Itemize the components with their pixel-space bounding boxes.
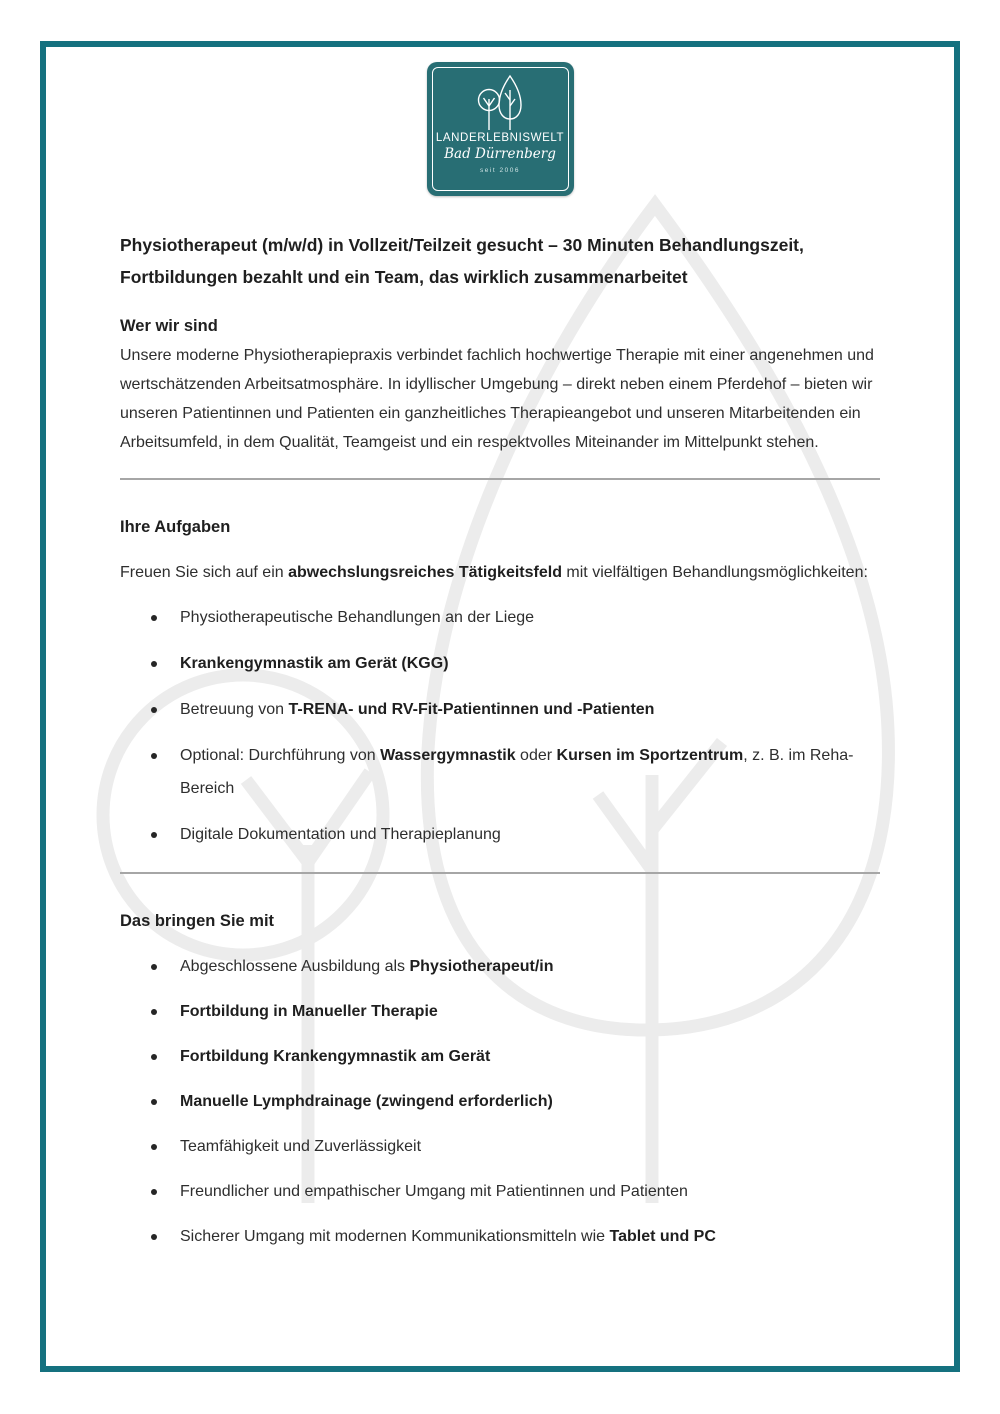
text-segment: , z. B. im Reha-Bereich	[180, 747, 854, 797]
logo-inner-border	[432, 67, 569, 191]
list-item	[120, 1085, 880, 1118]
list-item	[120, 601, 880, 634]
text-segment-bold: abwechslungsreiches Tätigkeitsfeld	[288, 564, 562, 581]
bullet-icon	[151, 1234, 157, 1240]
logo-brand-text: LANDERLEBNISWELT	[435, 132, 565, 144]
bullet-icon	[151, 964, 157, 970]
bullet-icon	[151, 1189, 157, 1195]
section-divider	[120, 478, 880, 480]
text-segment: Freuen Sie sich auf ein	[120, 564, 289, 581]
text-segment: Optional: Durchführung von	[180, 747, 381, 764]
text-segment: Physiotherapeutische Behandlungen an der Liege	[180, 609, 535, 626]
text-segment: mit vielfältigen Behandlungsmöglichkeiten:	[561, 564, 868, 581]
text-segment: Sicherer Umgang mit modernen Kommunikationsmitteln wie	[180, 1228, 610, 1245]
list-item	[120, 647, 880, 680]
list-item	[120, 1040, 880, 1073]
heading-ihre-aufgaben: Ihre Aufgaben	[120, 518, 231, 536]
list-item	[120, 1220, 880, 1253]
text-segment-bold: Manuelle Lymphdrainage (zwingend erforderlich)	[180, 1093, 553, 1110]
list-item	[120, 1175, 880, 1208]
list-item	[120, 950, 880, 983]
list-item	[120, 818, 880, 851]
list-item	[120, 995, 880, 1028]
text-segment-bold: Wassergymnastik	[380, 747, 516, 764]
tasks-intro-paragraph	[120, 558, 880, 587]
who-we-are-paragraph: Unsere moderne Physiotherapiepraxis verbindet fachlich hochwertige Therapie mit einer angenehmen und wertschätzenden Arbeitsatmosphäre. In idyllischer Umgebung – direkt neben einem Pferdehof – bieten wir unseren Patientinnen und Patienten ein ganzheitliches Therapieangebot und unseren Mitarbeitenden ein Arbeitsumfeld, in dem Qualität, Teamgeist und ein respektvolles Miteinander im Mittelpunkt stehen.	[120, 347, 874, 451]
text-segment-bold: Tablet und PC	[609, 1228, 716, 1245]
bullet-icon	[151, 1144, 157, 1150]
bullet-icon	[151, 753, 157, 759]
text-segment: Digitale Dokumentation und Therapieplanung	[180, 826, 501, 843]
bullet-icon	[151, 661, 157, 667]
bullet-icon	[151, 1009, 157, 1015]
document-content	[46, 62, 954, 1253]
text-segment-bold: Fortbildung Krankengymnastik am Gerät	[180, 1048, 491, 1065]
text-segment: Abgeschlossene Ausbildung als	[180, 958, 410, 975]
text-segment-bold: Kursen im Sportzentrum	[556, 747, 744, 764]
heading-das-bringen-sie-mit: Das bringen Sie mit	[120, 912, 275, 930]
bullet-icon	[151, 615, 157, 621]
job-title: Physiotherapeut (m/w/d) in Vollzeit/Teilzeit gesucht – 30 Minuten Behandlungszeit, Fortbildungen bezahlt und ein Team, das wirklich zusammenarbeitet	[120, 235, 804, 287]
logo-location-text: Bad Dürrenberg	[444, 146, 556, 162]
requirements-list	[120, 950, 880, 1253]
bullet-icon	[151, 832, 157, 838]
company-logo	[427, 62, 574, 196]
text-segment: Betreuung von	[180, 701, 289, 718]
bullet-icon	[151, 1099, 157, 1105]
section-divider	[120, 872, 880, 874]
text-segment: Teamfähigkeit und Zuverlässigkeit	[180, 1138, 422, 1155]
page-border-frame	[40, 41, 960, 1372]
text-segment-bold: Physiotherapeut/in	[409, 958, 554, 975]
logo-trees-icon	[465, 72, 535, 134]
text-segment-bold: Fortbildung in Manueller Therapie	[180, 1003, 438, 1020]
bullet-icon	[151, 1054, 157, 1060]
text-segment: oder	[515, 747, 557, 764]
list-item	[120, 739, 880, 805]
text-segment-bold: Krankengymnastik am Gerät (KGG)	[180, 655, 449, 672]
text-segment: Freundlicher und empathischer Umgang mit Patientinnen und Patienten	[180, 1183, 688, 1200]
logo-since-text: seit 2006	[480, 167, 520, 174]
heading-wer-wir-sind: Wer wir sind	[120, 317, 218, 335]
list-item	[120, 1130, 880, 1163]
bullet-icon	[151, 707, 157, 713]
text-segment-bold: T-RENA- und RV-Fit-Patientinnen und -Patienten	[288, 701, 655, 718]
list-item	[120, 693, 880, 726]
tasks-list	[120, 601, 880, 851]
